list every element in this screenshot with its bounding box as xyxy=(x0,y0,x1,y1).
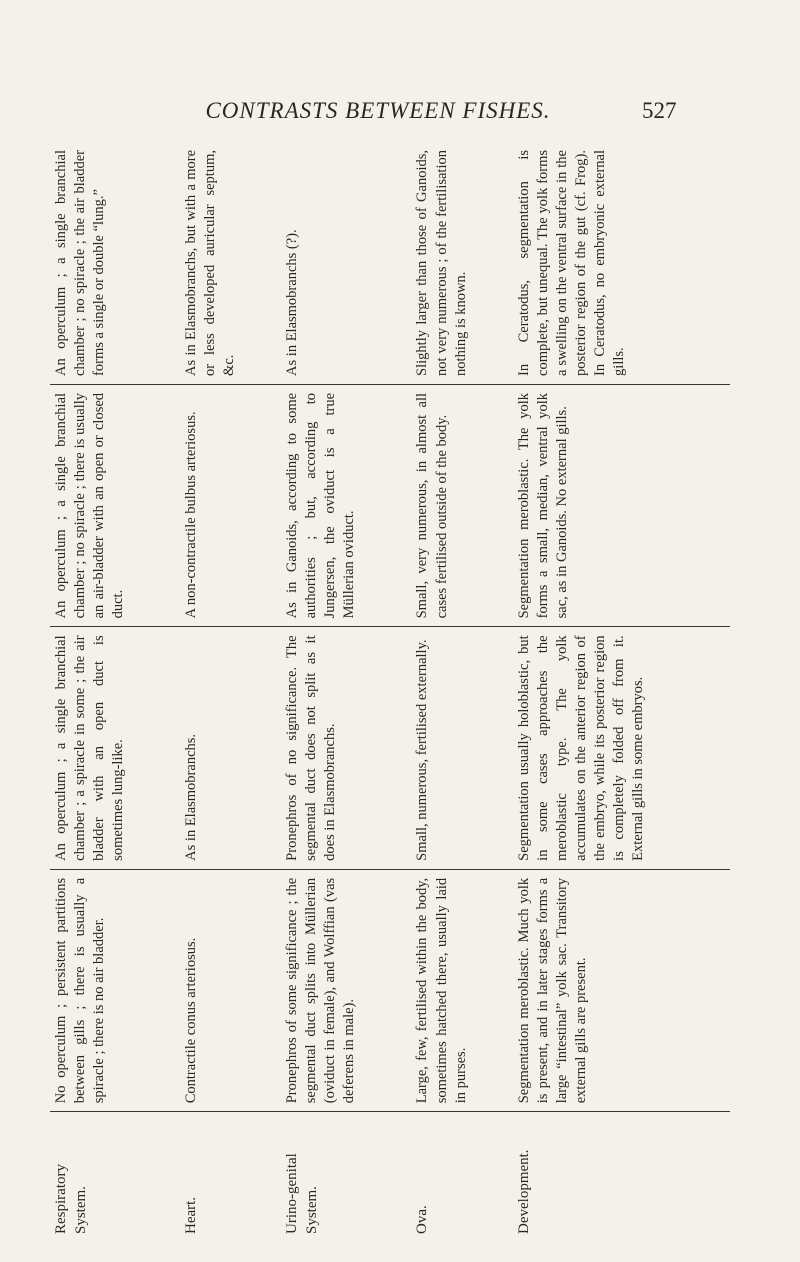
table-cell: Slightly larger than those of Ganoids, not very numerous ; of the fertilisation nothing is known. xyxy=(409,142,510,384)
table-cell: Small, numerous, fertilised externally. xyxy=(409,627,510,869)
rotated-table-container xyxy=(50,142,730,1242)
table-row xyxy=(279,142,410,1242)
table-cell: An operculum ; a single branchial chamber ; no spiracle ; there is usually an air-bladder with an open or closed duct. xyxy=(50,384,178,626)
table-cell: As in Elasmobranchs, but with a more or less developed auricular septum, &c. xyxy=(178,142,279,384)
row-label: Heart. xyxy=(182,1196,199,1234)
table-cell: Pronephros of some significance ; the segmental duct splits into Müllerian (oviduct in female), and Wolffian (vas deferens in male). xyxy=(279,869,410,1111)
table-row xyxy=(511,142,731,1242)
running-title: CONTRASTS BETWEEN FISHES. xyxy=(205,98,551,123)
table-cell: A non-contractile bulbus arteriosus. xyxy=(178,384,279,626)
table-row xyxy=(178,142,279,1242)
page-header xyxy=(0,98,800,128)
table-cell: No operculum ; persistent partitions between gills ; there is usually a spiracle ; there is no air bladder. xyxy=(50,869,178,1111)
table-row xyxy=(50,142,178,1242)
table-cell: An operculum ; a single branchial chamber ; a spiracle in some ; the air bladder with an open duct is sometimes lung-like. xyxy=(50,627,178,869)
table-cell: Contractile conus arteriosus. xyxy=(178,869,279,1111)
table-cell: Small, very numerous, in almost all cases fertilised outside of the body. xyxy=(409,384,510,626)
table-cell: Large, few, fertilised within the body, sometimes hatched there, usually laid in purses. xyxy=(409,869,510,1111)
table-cell: Segmentation meroblastic. Much yolk is present, and in later stages forms a large “intestinal” yolk sac. Transitory external gills are present. xyxy=(511,869,731,1111)
table-cell: As in Elasmobranchs (?). xyxy=(279,142,410,384)
row-label: Ova. xyxy=(414,1205,431,1234)
table-row xyxy=(409,142,510,1242)
table-cell: As in Ganoids, according to some authorities ; but, according to Jungersen, the oviduct is a true Müllerian oviduct. xyxy=(279,384,410,626)
row-label: Development. xyxy=(515,1149,532,1234)
table-cell: An operculum ; a single branchial chamber ; no spiracle ; the air bladder forms a single or double “lung.” xyxy=(50,142,178,384)
page-number: 527 xyxy=(642,98,677,123)
table-cell: Segmentation usually holoblastic, but in some cases approaches the meroblastic type. The yolk accumulates on the anterior region of the embryo, while its posterior region is completely folded off from it. External gills in some embryos. xyxy=(511,627,731,869)
table-cell: In Ceratodus, segmentation is complete, but unequal. The yolk forms a swelling on the ventral surface in the posterior region of the gut (cf. Frog). In Ceratodus, no embryonic external gills. xyxy=(511,142,731,384)
table-cell: Pronephros of no significance. The segmental duct does not split as it does in Elasmobranchs. xyxy=(279,627,410,869)
row-label: Urino-genital System. xyxy=(283,1153,320,1234)
table-cell: As in Elasmobranchs. xyxy=(178,627,279,869)
row-label: Respiratory System. xyxy=(53,1164,89,1234)
table-cell: Segmentation meroblastic. The yolk forms a small, median, ventral yolk sac, as in Ganoids. No external gills. xyxy=(511,384,731,626)
contrasts-table xyxy=(50,142,730,1242)
